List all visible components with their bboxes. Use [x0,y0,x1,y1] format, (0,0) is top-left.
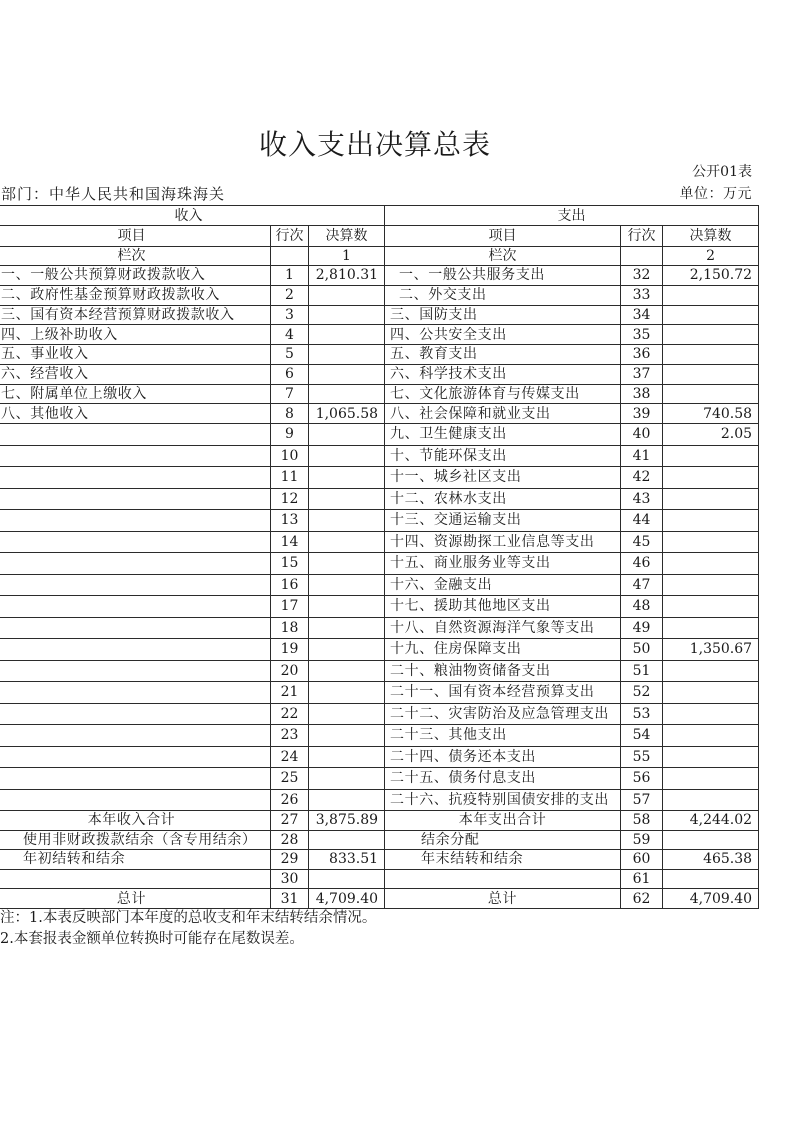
table-row [0,325,759,345]
expense-amount-cell [663,553,759,575]
income-amount-column-header: 决算数 [309,226,385,247]
expense-line-no-cell: 45 [621,531,663,553]
expense-line-no-cell: 43 [621,488,663,510]
income-line-no-cell: 8 [271,404,309,424]
income-section-header: 收入 [0,206,385,226]
expense-line-no-cell: 58 [621,811,663,831]
table-row [0,531,759,553]
expense-item-cell: 总计 [385,889,621,909]
income-line-no-cell: 15 [271,553,309,575]
expense-line-no-cell: 56 [621,768,663,790]
income-line-no-cell: 9 [271,424,309,446]
income-amount-cell [309,424,385,446]
expense-item-cell: 十、节能环保支出 [385,445,621,467]
expense-line-no-cell: 44 [621,510,663,532]
income-amount-cell [309,830,385,850]
expense-amount-cell: 740.58 [663,404,759,424]
expense-item-cell: 二、外交支出 [385,285,621,305]
expense-line-no-cell: 33 [621,285,663,305]
expense-item-cell: 二十二、灾害防治及应急管理支出 [385,703,621,725]
expense-item-cell: 九、卫生健康支出 [385,424,621,446]
income-amount-cell [309,725,385,747]
expense-amount-cell: 1,350.67 [663,639,759,661]
expense-item-cell: 十二、农林水支出 [385,488,621,510]
expense-item-cell: 二十六、抗疫特别国债安排的支出 [385,789,621,811]
expense-line-no-cell: 32 [621,266,663,286]
table-row [0,364,759,384]
income-line-no-cell: 17 [271,596,309,618]
expense-item-cell: 十五、商业服务业等支出 [385,553,621,575]
table-row [0,305,759,325]
expense-item-cell: 结余分配 [385,830,621,850]
income-item-cell: 本年收入合计 [0,811,271,831]
expense-item-cell: 二十四、债务还本支出 [385,746,621,768]
income-amount-cell [309,445,385,467]
table-row [0,850,759,870]
section-header-row [0,206,759,226]
expense-amount-cell [663,285,759,305]
income-column-number-label: 栏次 [0,247,271,266]
expense-line-no-cell: 36 [621,345,663,365]
income-item-cell: 七、附属单位上缴收入 [0,384,271,404]
income-amount-cell [309,488,385,510]
income-line-no-cell: 23 [271,725,309,747]
income-amount-cell [309,703,385,725]
income-amount-cell [309,617,385,639]
expense-line-no-cell: 48 [621,596,663,618]
expense-line-no-cell: 40 [621,424,663,446]
income-line-no-cell: 30 [271,869,309,889]
expense-item-cell: 十九、住房保障支出 [385,639,621,661]
income-item-cell [0,725,271,747]
expense-item-cell: 五、教育支出 [385,345,621,365]
expense-amount-column-header: 决算数 [663,226,759,247]
expense-item-cell: 十三、交通运输支出 [385,510,621,532]
expense-line-no-cell: 49 [621,617,663,639]
income-item-cell: 总计 [0,889,271,909]
expense-item-cell: 二十三、其他支出 [385,725,621,747]
table-row [0,889,759,909]
income-amount-cell [309,574,385,596]
income-amount-cell [309,639,385,661]
table-row [0,467,759,489]
income-amount-cell: 833.51 [309,850,385,870]
expense-item-cell: 本年支出合计 [385,811,621,831]
expense-amount-cell: 2,150.72 [663,266,759,286]
expense-amount-cell [663,384,759,404]
expense-line-no-cell: 55 [621,746,663,768]
income-item-cell: 四、上级补助收入 [0,325,271,345]
expense-line-no-cell: 54 [621,725,663,747]
expense-line-no-cell: 38 [621,384,663,404]
table-row [0,596,759,618]
income-item-cell [0,789,271,811]
expense-line-no-cell: 34 [621,305,663,325]
expense-amount-cell [663,574,759,596]
table-row [0,703,759,725]
expense-item-cell: 十四、资源勘探工业信息等支出 [385,531,621,553]
income-line-no-cell: 31 [271,889,309,909]
income-amount-cell [309,467,385,489]
income-amount-cell [309,531,385,553]
expense-amount-cell: 2.05 [663,424,759,446]
expense-line-no-cell: 53 [621,703,663,725]
expense-item-cell [385,869,621,889]
expense-amount-cell: 465.38 [663,850,759,870]
expense-item-cell: 十七、援助其他地区支出 [385,596,621,618]
table-row [0,725,759,747]
expense-line-no-cell: 57 [621,789,663,811]
expense-amount-cell [663,869,759,889]
income-amount-cell [309,789,385,811]
expense-item-column-header: 项目 [385,226,621,247]
income-line-no-cell: 29 [271,850,309,870]
expense-line-no-cell: 59 [621,830,663,850]
income-item-cell [0,596,271,618]
table-row [0,811,759,831]
income-line-no-cell: 19 [271,639,309,661]
income-line-no-cell: 10 [271,445,309,467]
income-line-no-cell: 12 [271,488,309,510]
income-item-cell: 八、其他收入 [0,404,271,424]
income-line-no-cell: 25 [271,768,309,790]
expense-amount-cell [663,488,759,510]
income-line-no-cell: 5 [271,345,309,365]
income-line-no-cell: 7 [271,384,309,404]
table-row [0,424,759,446]
income-line-no-cell: 26 [271,789,309,811]
income-line-no-blank-cell [271,247,309,266]
expense-line-no-cell: 60 [621,850,663,870]
income-item-cell [0,746,271,768]
income-amount-cell [309,305,385,325]
department-label: 部门：中华人民共和国海珠海关 [1,185,226,203]
income-line-no-cell: 28 [271,830,309,850]
income-amount-cell [309,746,385,768]
expense-amount-cell [663,682,759,704]
income-item-cell [0,639,271,661]
expense-item-cell: 一、一般公共服务支出 [385,266,621,286]
income-item-cell [0,488,271,510]
income-line-no-cell: 21 [271,682,309,704]
income-amount-cell [309,285,385,305]
income-item-cell: 年初结转和结余 [0,850,271,870]
expense-line-no-cell: 47 [621,574,663,596]
income-item-cell: 五、事业收入 [0,345,271,365]
expense-amount-column-number: 2 [663,247,759,266]
expense-item-cell: 四、公共安全支出 [385,325,621,345]
income-item-cell [0,682,271,704]
income-amount-cell: 4,709.40 [309,889,385,909]
expense-amount-cell [663,789,759,811]
expense-amount-cell [663,345,759,365]
table-row [0,830,759,850]
expense-amount-cell [663,703,759,725]
note-line: 注：1.本表反映部门本年度的总收支和年末结转结余情况。 [0,910,377,926]
expense-amount-cell [663,768,759,790]
expense-amount-cell [663,746,759,768]
expense-amount-cell [663,617,759,639]
expense-line-no-cell: 61 [621,869,663,889]
expense-item-cell: 十六、金融支出 [385,574,621,596]
income-amount-cell: 1,065.58 [309,404,385,424]
income-amount-column-number: 1 [309,247,385,266]
income-line-no-cell: 11 [271,467,309,489]
income-amount-cell: 2,810.31 [309,266,385,286]
expense-item-cell: 十一、城乡社区支出 [385,467,621,489]
expense-amount-cell [663,725,759,747]
income-amount-cell [309,660,385,682]
income-item-cell: 二、政府性基金预算财政拨款收入 [0,285,271,305]
income-line-no-cell: 2 [271,285,309,305]
income-item-column-header: 项目 [0,226,271,247]
income-item-cell [0,510,271,532]
expense-item-cell: 三、国防支出 [385,305,621,325]
income-line-no-cell: 14 [271,531,309,553]
income-item-cell [0,531,271,553]
expense-amount-cell [663,596,759,618]
income-amount-cell [309,510,385,532]
expense-amount-cell [663,305,759,325]
expense-amount-cell [663,510,759,532]
income-line-no-cell: 1 [271,266,309,286]
income-item-cell [0,445,271,467]
expense-amount-cell [663,325,759,345]
income-line-no-cell: 18 [271,617,309,639]
expense-line-no-blank-cell [621,247,663,266]
expense-amount-cell: 4,709.40 [663,889,759,909]
expense-line-no-column-header: 行次 [621,226,663,247]
expense-line-no-cell: 35 [621,325,663,345]
table-body [0,266,759,909]
notes-block [0,908,376,950]
expense-line-no-cell: 37 [621,364,663,384]
expense-amount-cell [663,660,759,682]
table-row [0,510,759,532]
income-item-cell [0,660,271,682]
table-row [0,617,759,639]
income-amount-cell [309,768,385,790]
expense-line-no-cell: 39 [621,404,663,424]
table-row [0,768,759,790]
expense-item-cell: 八、社会保障和就业支出 [385,404,621,424]
table-row [0,488,759,510]
table-row [0,869,759,889]
expense-amount-cell [663,830,759,850]
income-line-no-cell: 22 [271,703,309,725]
table-row [0,746,759,768]
expense-item-cell: 十八、自然资源海洋气象等支出 [385,617,621,639]
table-row [0,660,759,682]
expense-line-no-cell: 51 [621,660,663,682]
expense-section-header: 支出 [385,206,759,226]
table-row [0,789,759,811]
expense-line-no-cell: 42 [621,467,663,489]
income-amount-cell: 3,875.89 [309,811,385,831]
income-line-no-cell: 3 [271,305,309,325]
income-item-cell [0,869,271,889]
income-item-cell: 使用非财政拨款结余（含专用结余） [0,830,271,850]
income-amount-cell [309,364,385,384]
expense-item-cell: 年末结转和结余 [385,850,621,870]
income-amount-cell [309,869,385,889]
table-row [0,574,759,596]
income-item-cell: 三、国有资本经营预算财政拨款收入 [0,305,271,325]
income-line-no-cell: 20 [271,660,309,682]
table-row [0,553,759,575]
form-code-label: 公开01表 [692,164,752,180]
income-item-cell [0,703,271,725]
expense-line-no-cell: 52 [621,682,663,704]
table-row [0,285,759,305]
expense-line-no-cell: 62 [621,889,663,909]
expense-amount-cell: 4,244.02 [663,811,759,831]
unit-label: 单位：万元 [679,186,752,202]
income-line-no-column-header: 行次 [271,226,309,247]
note-line: 2.本套报表金额单位转换时可能存在尾数误差。 [0,931,304,947]
income-item-cell [0,553,271,575]
income-item-cell [0,768,271,790]
income-line-no-cell: 16 [271,574,309,596]
column-number-row [0,247,759,266]
income-item-cell: 六、经营收入 [0,364,271,384]
expense-line-no-cell: 46 [621,553,663,575]
expense-item-cell: 六、科学技术支出 [385,364,621,384]
income-line-no-cell: 4 [271,325,309,345]
expense-line-no-cell: 50 [621,639,663,661]
expense-item-cell: 二十一、国有资本经营预算支出 [385,682,621,704]
income-amount-cell [309,553,385,575]
income-amount-cell [309,682,385,704]
expense-amount-cell [663,364,759,384]
income-item-cell [0,424,271,446]
expense-item-cell: 七、文化旅游体育与传媒支出 [385,384,621,404]
income-amount-cell [309,596,385,618]
table-row [0,445,759,467]
income-amount-cell [309,325,385,345]
expense-amount-cell [663,531,759,553]
expense-amount-cell [663,467,759,489]
income-line-no-cell: 27 [271,811,309,831]
income-line-no-cell: 6 [271,364,309,384]
income-item-cell [0,467,271,489]
page-title: 收入支出决算总表 [258,128,491,161]
income-item-cell: 一、一般公共预算财政拨款收入 [0,266,271,286]
expense-item-cell: 二十五、债务付息支出 [385,768,621,790]
expense-amount-cell [663,445,759,467]
income-expense-table [0,205,759,909]
income-amount-cell [309,384,385,404]
column-header-row [0,226,759,247]
expense-item-cell: 二十、粮油物资储备支出 [385,660,621,682]
table-row [0,682,759,704]
table-row [0,345,759,365]
table-row [0,639,759,661]
income-line-no-cell: 13 [271,510,309,532]
table-row [0,384,759,404]
income-item-cell [0,574,271,596]
table-row [0,266,759,286]
expense-line-no-cell: 41 [621,445,663,467]
income-item-cell [0,617,271,639]
expense-column-number-label: 栏次 [385,247,621,266]
income-amount-cell [309,345,385,365]
income-line-no-cell: 24 [271,746,309,768]
table-row [0,404,759,424]
